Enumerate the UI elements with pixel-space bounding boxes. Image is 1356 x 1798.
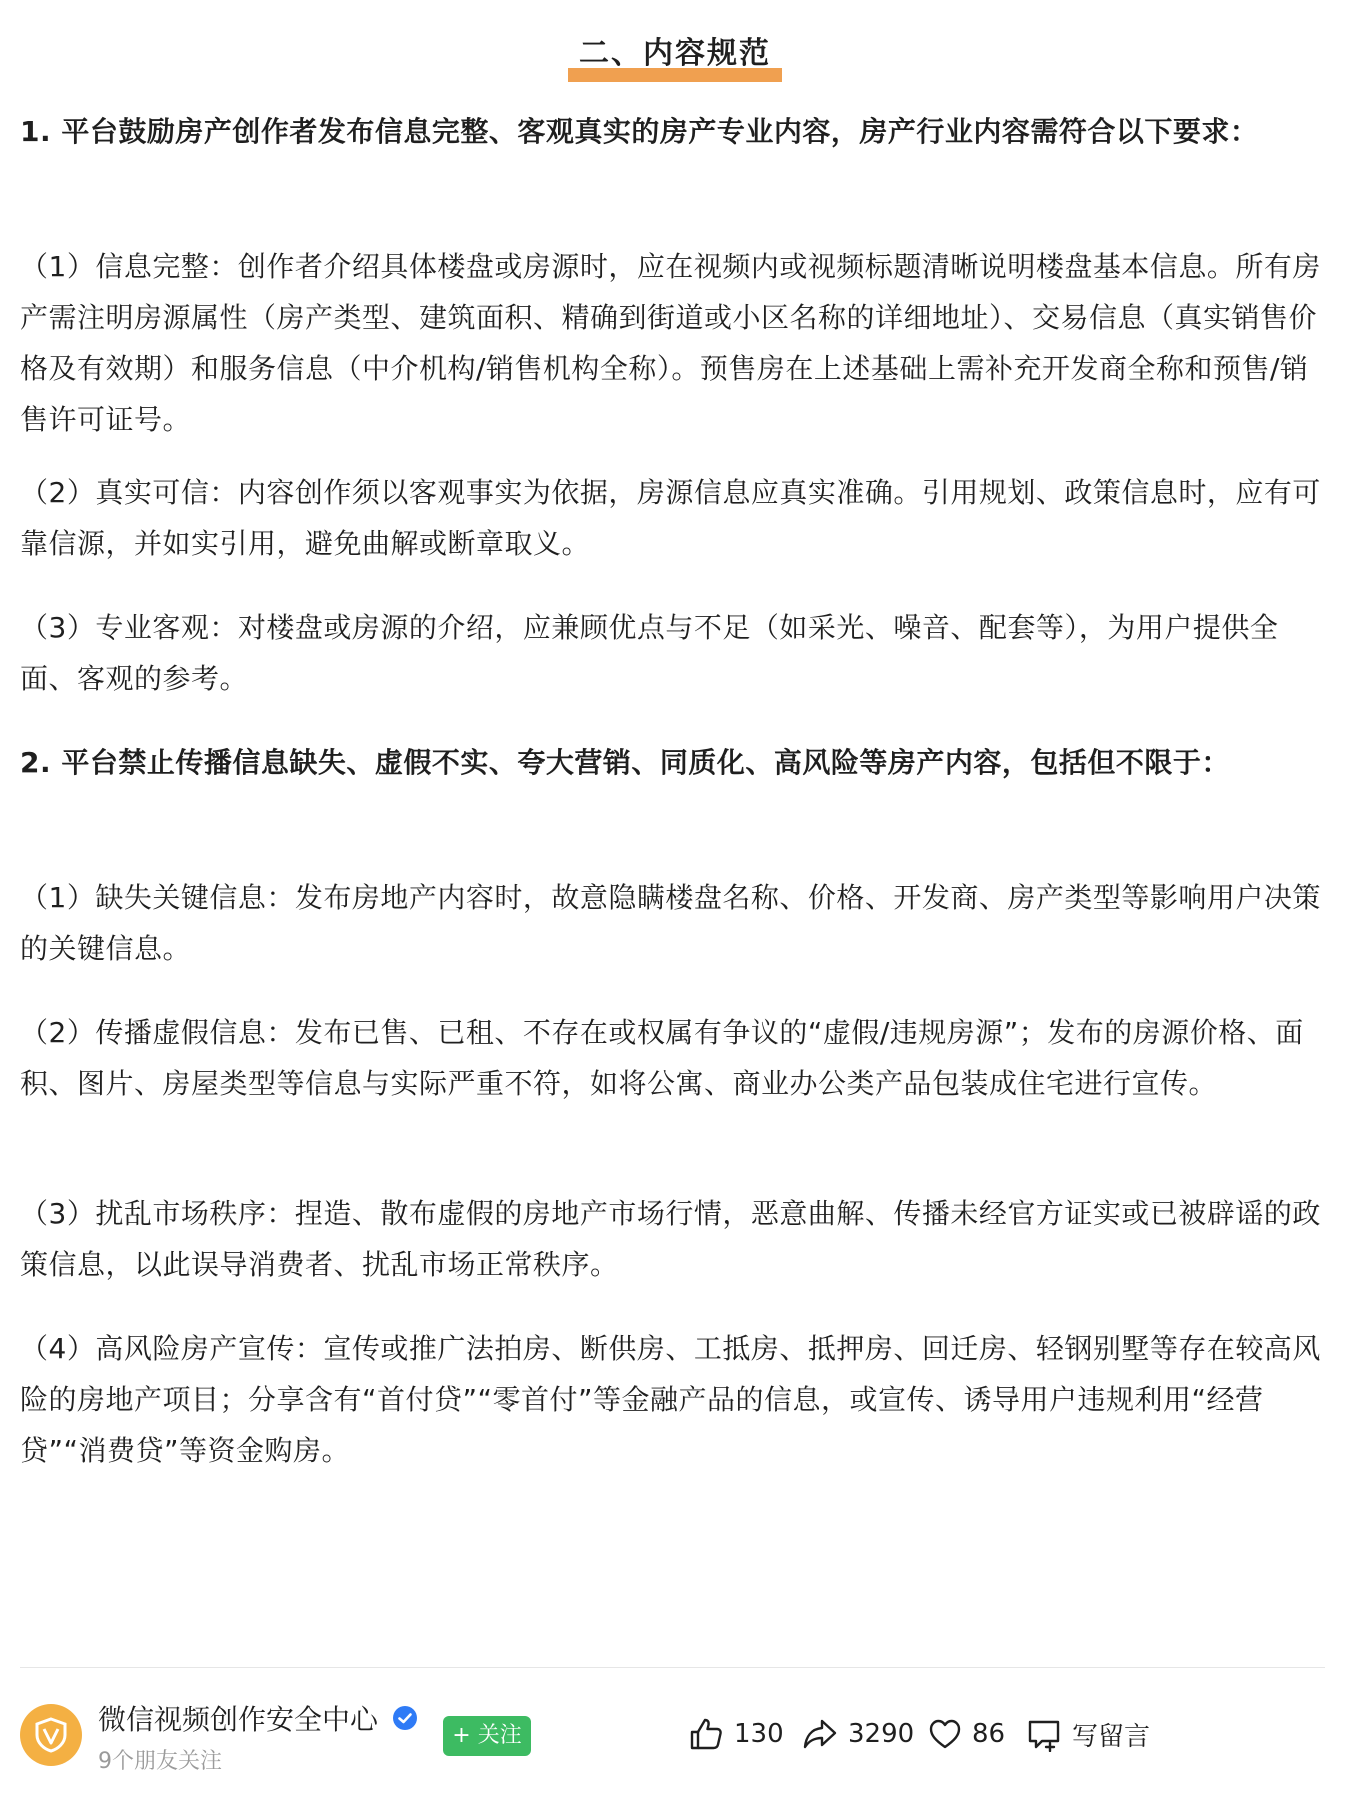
rule-1-heading: 1. 平台鼓励房产创作者发布信息完整、客观真实的房产专业内容，房产行业内容需符合以下要求：	[20, 115, 1259, 148]
write-comment-label: 写留言	[1072, 1721, 1151, 1752]
share-count: 3290	[848, 1719, 915, 1749]
thumbs-up-icon	[688, 1716, 724, 1752]
like-button[interactable]	[688, 1712, 784, 1756]
avatar[interactable]	[20, 1704, 82, 1766]
rule-1-item-1: （1）信息完整：创作者介绍具体楼盘或房源时，应在视频内或视频标题清晰说明楼盘基本信息。所有房产需注明房源属性（房产类型、建筑面积、精确到街道或小区名称的详细地址）、交易信息（真实销售价格及有效期）和服务信息（中介机构/销售机构全称）。预售房在上述基础上需补充开发商全称和预售/销售许可证号。	[20, 250, 1321, 436]
rule-2-item-2: （2）传播虚假信息：发布已售、已租、不存在或权属有争议的“虚假/违规房源”；发布的房源价格、面积、图片、房屋类型等信息与实际严重不符，如将公寓、商业办公类产品包装成住宅进行宣传。	[20, 1016, 1304, 1100]
verified-badge-icon	[392, 1705, 418, 1731]
like-count: 130	[734, 1719, 784, 1749]
comment-icon	[1026, 1716, 1062, 1752]
account-name[interactable]: 微信视频创作安全中心	[98, 1703, 379, 1736]
article-footer	[0, 1668, 1356, 1798]
rule-2-heading: 2. 平台禁止传播信息缺失、虚假不实、夸大营销、同质化、高风险等房产内容，包括但不限于：	[20, 746, 1230, 779]
share-arrow-icon	[802, 1716, 838, 1752]
section-title-text: 二、内容规范	[579, 36, 771, 71]
heart-button[interactable]	[928, 1712, 1005, 1756]
heart-count: 86	[972, 1719, 1006, 1749]
rule-2-item-1: （1）缺失关键信息：发布房地产内容时，故意隐瞒楼盘名称、价格、开发商、房产类型等影响用户决策的关键信息。	[20, 881, 1321, 965]
heart-icon	[928, 1717, 962, 1751]
rule-2-item-4: （4）高风险房产宣传：宣传或推广法拍房、断供房、工抵房、抵押房、回迁房、轻钢别墅等存在较高风险的房地产项目；分享含有“首付贷”“零首付”等金融产品的信息，或宣传、诱导用户违规利用“经营贷”“消费贷”等资金购房。	[20, 1332, 1321, 1467]
share-button[interactable]	[802, 1712, 914, 1756]
rule-1-item-3: （3）专业客观：对楼盘或房源的介绍，应兼顾优点与不足（如采光、噪音、配套等），为用户提供全面、客观的参考。	[20, 611, 1279, 695]
write-comment-button[interactable]	[1026, 1712, 1150, 1756]
shield-logo-icon	[32, 1716, 70, 1754]
friends-follow-count: 9个朋友关注	[98, 1749, 222, 1774]
rule-2-item-3: （3）扰乱市场秩序：捏造、散布虚假的房地产市场行情，恶意曲解、传播未经官方证实或已被辟谣的政策信息，以此误导消费者、扰乱市场正常秩序。	[20, 1197, 1321, 1281]
section-title	[568, 30, 782, 82]
follow-button[interactable]: + 关注	[443, 1716, 531, 1756]
rule-1-item-2: （2）真实可信：内容创作须以客观事实为依据，房源信息应真实准确。引用规划、政策信息时，应有可靠信源，并如实引用，避免曲解或断章取义。	[20, 476, 1321, 560]
